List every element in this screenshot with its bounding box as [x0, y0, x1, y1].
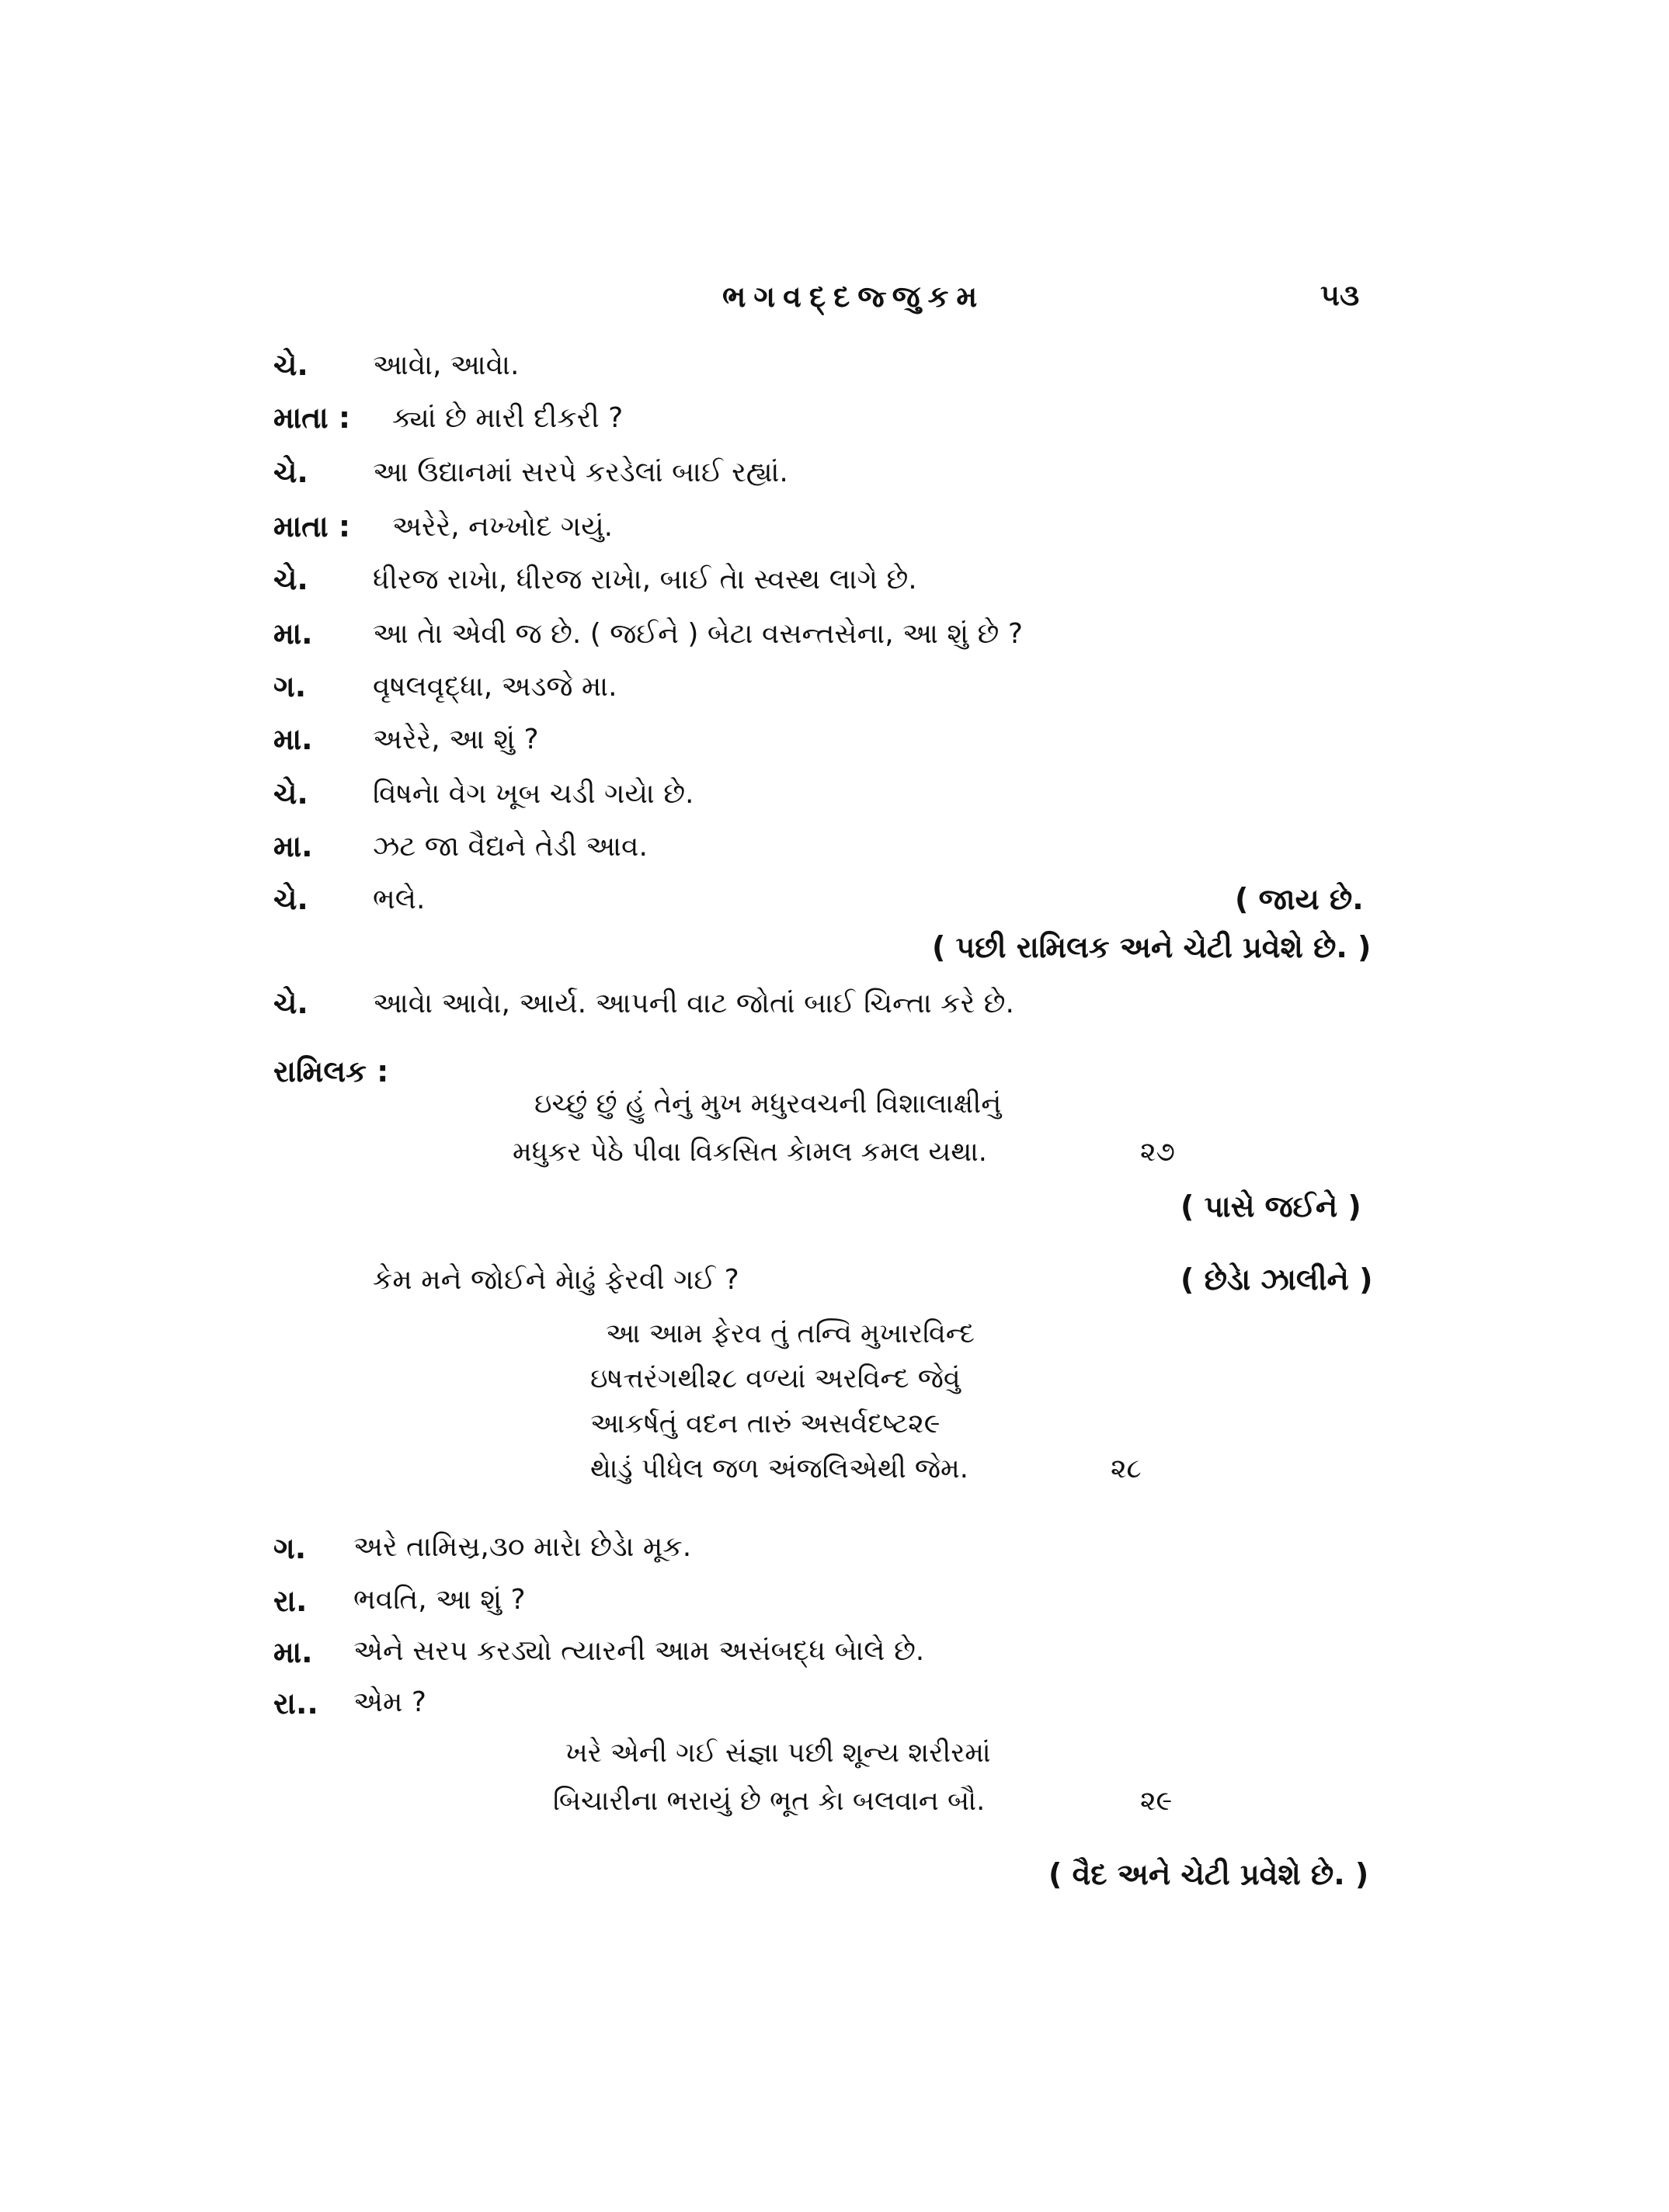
speaker: રા..	[273, 1686, 318, 1721]
dialogue-line: વૃષલવૃદ્ધા, અડજે મા.	[373, 671, 617, 703]
dialogue-line: ઝટ જા વૈદ્યને તેડી આવ.	[373, 831, 648, 863]
stage-direction: ( છેડેા ઝાલીને )	[1180, 1262, 1373, 1297]
verse-line: આકર્ષતું વદન તારું અસર્વદષ્ટ૨૯	[590, 1408, 941, 1439]
stage-direction: ( જાય છે.	[1235, 882, 1364, 916]
dialogue-line: અરેરે, નખ્ખોદ ગયું.	[392, 511, 614, 543]
verse-number: ૨૮	[1111, 1453, 1142, 1485]
verse-line: થેાડું પીધેલ જળ અંજલિએથી જેમ.	[590, 1453, 968, 1485]
speaker: રા.	[273, 1584, 308, 1618]
dialogue-line: વિષનેા વેગ ખૂબ ચડી ગયેા છે.	[373, 778, 694, 810]
dialogue-line: એમ ?	[353, 1686, 426, 1718]
speaker: રામિલક :	[273, 1054, 389, 1089]
verse-line: બિચારીના ભરાયું છે ભૂત કેા બલવાન બૌ.	[553, 1786, 986, 1817]
page-number: ૫૩	[1320, 278, 1360, 312]
speaker: મા.	[273, 1635, 313, 1669]
verse-line: મધુકર પેઠે પીવા વિકસિત કેામલ કમલ યથા.	[513, 1137, 987, 1168]
dialogue-line: ધીરજ રાખેા, ધીરજ રાખેા, બાઈ તેા સ્વસ્થ લાગે છે.	[373, 564, 917, 596]
stage-direction: ( વૈદ અને ચેટી પ્રવેશે છે. )	[1048, 1857, 1369, 1891]
speaker: ચે.	[273, 986, 308, 1020]
verse-line: ઇચ્છું છું હું તેનું મુખ મધુરવચની વિશાલાક્ષીનું	[534, 1089, 1002, 1120]
dialogue-line: અરેરે, આ શું ?	[373, 724, 539, 755]
stage-direction: ( પછી રામિલક અને ચેટી પ્રવેશે છે. )	[932, 930, 1372, 964]
speaker: ગ.	[273, 1531, 307, 1565]
speaker: મા.	[273, 722, 313, 756]
verse-number: ૨૭	[1140, 1137, 1175, 1168]
speaker: માતા :	[273, 401, 351, 435]
dialogue-line: આ તેા એવી જ છે. ( જઈને ) બેટા વસન્તસેના, આ શું છે ?	[373, 618, 1023, 650]
speaker: ચે.	[273, 455, 308, 489]
speaker: માતા :	[273, 509, 351, 543]
speaker: ચે.	[273, 348, 308, 382]
speaker: મા.	[273, 829, 313, 863]
speaker: ચે.	[273, 882, 308, 916]
verse-line: ઇષત્તરંગથી૨૮ વળ્યાં અરવિન્દ જેવું	[590, 1363, 961, 1394]
verse-line: આ આમ ફેરવ તું તન્વિ મુખારવિન્દ	[606, 1318, 975, 1349]
speaker: ગ.	[273, 669, 307, 703]
speaker: ચે.	[273, 562, 308, 596]
running-header: ભગવદ્દજ્જુકમ	[722, 280, 986, 314]
dialogue-line: ભલે.	[373, 884, 426, 915]
dialogue-line: કેમ મને જોઈને મેાઢું ફેરવી ગઈ ?	[373, 1264, 739, 1296]
speaker: ચે.	[273, 776, 308, 811]
verse-number: ૨૯	[1140, 1786, 1173, 1817]
dialogue-line: આવેા આવેા, આર્ય. આપની વાટ જોતાં બાઈ ચિન્તા કરે છે.	[373, 988, 1014, 1019]
dialogue-line: ભવતિ, આ શું ?	[353, 1584, 526, 1616]
dialogue-line: આવેા, આવેા.	[373, 349, 520, 381]
stage-direction: ( પાસે જઈને )	[1180, 1189, 1361, 1224]
dialogue-line: આ ઉદ્યાનમાં સરપે કરડેલાં બાઈ રહ્યાં.	[373, 457, 788, 488]
dialogue-line: એને સરપ કરડ્યો ત્યારની આમ અસંબદ્ધ બેાલે છે.	[353, 1635, 925, 1667]
dialogue-line: ક્યાં છે મારી દીકરી ?	[392, 402, 624, 434]
verse-line: ખરે એની ગઈ સંજ્ઞા પછી શૂન્ય શરીરમાં	[565, 1738, 991, 1769]
speaker: મા.	[273, 616, 313, 651]
dialogue-line: અરે તામિસ્ર,૩૦ મારેા છેડેા મૂક.	[353, 1531, 692, 1563]
